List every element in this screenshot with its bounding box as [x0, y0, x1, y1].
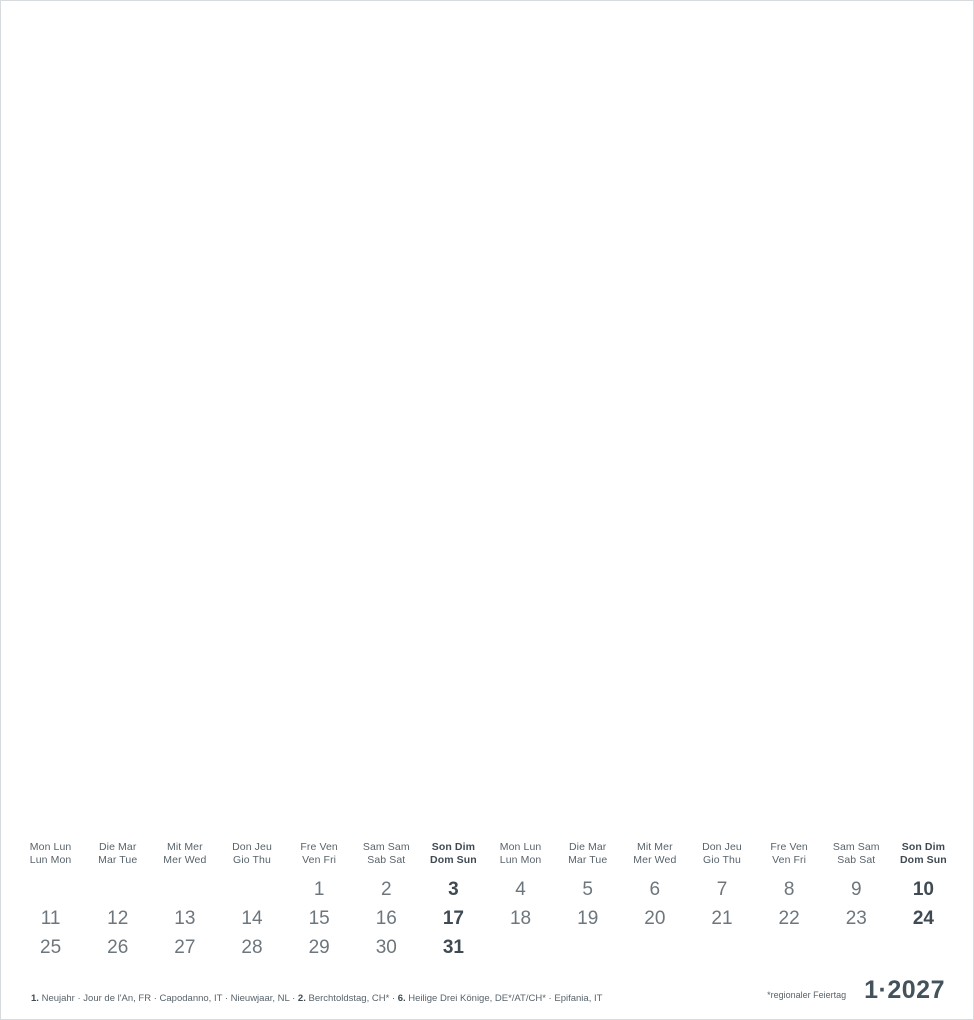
footer-right — [767, 976, 945, 1005]
day-number-stack — [554, 875, 621, 962]
month-year-label: 1·2027 — [864, 976, 945, 1004]
day-cell[interactable]: 23 — [845, 908, 867, 929]
weekday-label-line1: Son Dim — [901, 841, 946, 853]
weekday-header — [151, 841, 218, 866]
day-cell-empty — [823, 933, 890, 962]
calendar-day-column — [286, 839, 353, 969]
page-footer — [1, 976, 973, 1005]
weekday-header — [890, 841, 957, 866]
weekday-label-line2: Ven Fri — [772, 853, 807, 866]
day-number-stack — [218, 875, 285, 962]
weekday-label-line2: Mar Tue — [98, 853, 138, 866]
day-cell-empty — [84, 875, 151, 904]
weekday-label-line1: Die Mar — [98, 841, 137, 853]
holiday-day-number: 1. — [31, 993, 39, 1004]
weekday-header — [84, 841, 151, 866]
day-cell[interactable]: 28 — [241, 937, 263, 958]
day-cell[interactable]: 2 — [380, 879, 392, 900]
weekday-header — [487, 841, 554, 866]
calendar-day-column — [756, 839, 823, 969]
weekday-label-line2: Dom Sun — [430, 853, 477, 866]
day-cell[interactable]: 4 — [515, 879, 526, 900]
day-cell-empty — [756, 933, 823, 962]
calendar-day-column — [487, 839, 554, 969]
day-cell[interactable]: 14 — [241, 908, 263, 929]
weekday-label-line1: Mit Mer — [636, 841, 673, 853]
day-number-stack — [487, 875, 554, 962]
day-cell-empty — [487, 933, 554, 962]
day-cell[interactable]: 7 — [716, 879, 728, 900]
day-cell-empty — [17, 875, 84, 904]
day-cell[interactable]: 8 — [783, 879, 795, 900]
holiday-legend — [31, 993, 602, 1005]
photo-area — [1, 1, 973, 831]
day-cell[interactable]: 18 — [509, 908, 532, 929]
weekday-header — [621, 841, 688, 866]
weekday-label-line1: Sam Sam — [362, 841, 410, 853]
weekday-label-line2: Mer Wed — [163, 853, 207, 866]
calendar-day-column — [151, 839, 218, 969]
weekday-label-line2: Gio Thu — [703, 853, 741, 866]
day-cell[interactable]: 25 — [40, 937, 62, 958]
day-cell[interactable]: 26 — [107, 937, 129, 958]
day-number-stack — [890, 875, 957, 962]
weekday-label-line1: Mit Mer — [167, 841, 203, 853]
day-cell[interactable]: 24 — [912, 908, 934, 929]
day-cell[interactable]: 1 — [313, 879, 325, 900]
day-number-stack — [151, 875, 218, 962]
day-cell-empty — [151, 875, 218, 904]
day-number-stack — [17, 875, 84, 962]
weekday-header — [218, 841, 285, 866]
day-number-stack — [420, 875, 487, 962]
day-cell[interactable]: 6 — [649, 879, 661, 900]
day-number-stack — [688, 875, 755, 962]
calendar-day-column — [218, 839, 285, 969]
weekday-label-line2: Sab Sat — [837, 853, 876, 866]
weekday-header — [756, 841, 823, 866]
day-cell[interactable]: 9 — [850, 879, 862, 900]
holiday-day-number: 2. — [297, 993, 306, 1004]
calendar-day-column — [890, 839, 957, 969]
day-cell[interactable]: 5 — [582, 879, 593, 900]
day-cell[interactable]: 22 — [778, 908, 800, 929]
weekday-label-line1: Son Dim — [431, 841, 476, 853]
day-number-stack — [353, 875, 420, 962]
holiday-text: Berchtoldstag, CH* · — [305, 993, 398, 1004]
day-number-stack — [756, 875, 823, 962]
weekday-header — [17, 841, 84, 866]
calendar-day-column — [17, 839, 84, 969]
weekday-header — [688, 841, 755, 866]
weekday-label-line2: Mar Tue — [568, 853, 608, 866]
day-cell-empty — [890, 933, 957, 962]
day-number-stack — [621, 875, 688, 962]
calendar-day-column — [554, 839, 621, 969]
weekday-label-line1: Mon Lun — [499, 841, 542, 853]
day-cell[interactable]: 30 — [375, 937, 397, 958]
weekday-label-line1: Fre Ven — [770, 841, 808, 853]
calendar-day-column — [621, 839, 688, 969]
weekday-label-line1: Fre Ven — [300, 841, 338, 853]
day-cell[interactable]: 11 — [40, 908, 61, 929]
weekday-label-line1: Don Jeu — [702, 841, 742, 853]
calendar-day-column — [688, 839, 755, 969]
weekday-header — [823, 841, 890, 866]
calendar-day-column — [420, 839, 487, 969]
day-cell[interactable]: 16 — [375, 908, 397, 929]
holiday-day-number: 6. — [397, 993, 406, 1004]
day-cell[interactable]: 21 — [711, 908, 733, 929]
day-cell-empty — [218, 875, 285, 904]
day-number-stack — [286, 875, 353, 962]
day-cell[interactable]: 29 — [308, 937, 330, 958]
day-number-stack — [823, 875, 890, 962]
weekday-label-line2: Lun Mon — [499, 853, 542, 866]
weekday-label-line2: Dom Sun — [900, 853, 947, 866]
day-cell[interactable]: 17 — [442, 908, 464, 929]
weekday-label-line1: Die Mar — [568, 841, 607, 853]
day-cell-empty — [688, 933, 755, 962]
weekday-label-line2: Mer Wed — [633, 853, 677, 866]
weekday-header — [420, 841, 487, 866]
day-cell[interactable]: 31 — [442, 937, 464, 958]
day-cell-empty — [554, 933, 621, 962]
day-number-stack — [84, 875, 151, 962]
holiday-text: Neujahr · Jour de l'An, FR · Capodanno, IT · Nieuwjaar, NL · — [38, 993, 298, 1004]
weekday-header — [286, 841, 353, 866]
day-cell[interactable]: 10 — [912, 879, 934, 900]
calendar-grid — [1, 839, 973, 969]
day-cell[interactable]: 19 — [577, 908, 599, 929]
day-cell[interactable]: 3 — [448, 879, 459, 900]
calendar-day-column — [84, 839, 151, 969]
weekday-label-line2: Lun Mon — [29, 853, 72, 866]
weekday-label-line2: Gio Thu — [233, 853, 271, 866]
day-cell[interactable]: 12 — [107, 908, 129, 929]
day-cell[interactable]: 20 — [644, 908, 666, 929]
calendar-day-column — [823, 839, 890, 969]
weekday-label-line1: Sam Sam — [832, 841, 880, 853]
weekday-header — [353, 841, 420, 866]
day-cell[interactable]: 27 — [174, 937, 196, 958]
calendar-day-column — [353, 839, 420, 969]
weekday-label-line2: Sab Sat — [367, 853, 406, 866]
regional-holiday-note: *regionaler Feiertag — [767, 990, 847, 1000]
weekday-label-line2: Ven Fri — [302, 853, 337, 866]
day-cell[interactable]: 13 — [174, 908, 196, 929]
day-cell[interactable]: 15 — [308, 908, 330, 929]
weekday-header — [554, 841, 621, 866]
day-cell-empty — [621, 933, 688, 962]
weekday-label-line1: Mon Lun — [29, 841, 72, 853]
weekday-label-line1: Don Jeu — [232, 841, 272, 853]
holiday-text: Heilige Drei Könige, DE*/AT/CH* · Epifania, IT — [405, 993, 603, 1004]
